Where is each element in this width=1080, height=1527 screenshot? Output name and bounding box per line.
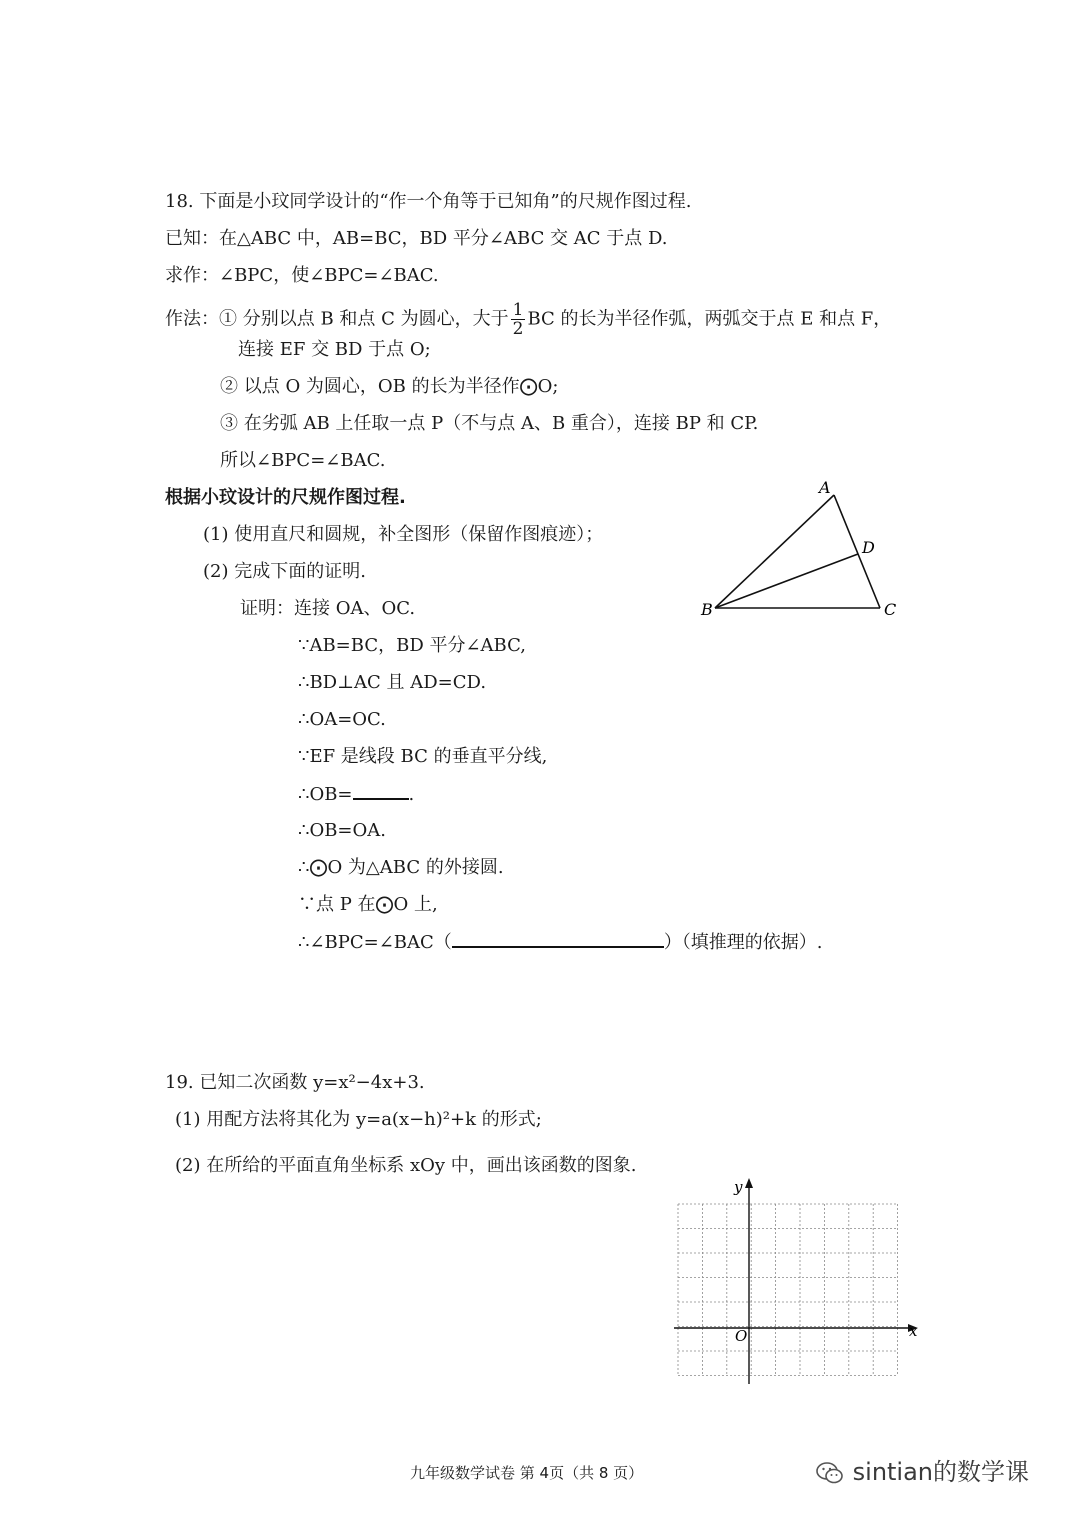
q18-part1: (1) 使用直尺和圆规，补全图形（保留作图痕迹）； — [203, 524, 604, 545]
proof-step-5-dot: . — [408, 784, 415, 805]
q18-require: 求作：∠BPC，使∠BPC=∠BAC. — [165, 265, 439, 286]
q18-according: 根据小玟设计的尺规作图过程. — [165, 487, 406, 508]
q18-title: 18. 下面是小玟同学设计的“作一个角等于已知角”的尺规作图过程. — [165, 191, 692, 212]
proof-step-2: ∴BD⊥AC 且 AD=CD. — [298, 672, 487, 693]
q18-half-fraction — [511, 301, 526, 338]
proof-step-7: ∴⨀O 为△ABC 的外接圆. — [298, 857, 504, 878]
y-axis-arrow — [745, 1178, 753, 1188]
proof-step-6: ∴OB=OA. — [298, 820, 386, 841]
proof-step-9 — [298, 930, 823, 955]
q18-method-line1 — [165, 301, 891, 338]
q18-proof-intro: 证明：连接 OA、OC. — [240, 598, 416, 619]
label-d: D — [862, 538, 875, 557]
y-axis-label: y — [734, 1178, 743, 1196]
coordinate-grid — [660, 1170, 930, 1392]
label-b: B — [701, 600, 713, 619]
proof-step-3: ∴OA=OC. — [298, 709, 386, 730]
fill-blank-reason[interactable] — [452, 930, 664, 948]
q19-title: 19. 已知二次函数 y=x²−4x+3. — [165, 1072, 425, 1093]
q18-method-prefix: 作法：① 分别以点 B 和点 C 为圆心，大于 — [165, 308, 509, 330]
watermark-text: sintian的数学课 — [852, 1458, 1030, 1486]
fraction-numerator: 1 — [512, 300, 524, 320]
fill-blank-ob[interactable] — [353, 782, 409, 800]
label-a: A — [819, 478, 831, 497]
grid-lines — [678, 1204, 898, 1376]
origin-label: O — [735, 1327, 748, 1345]
q18-method-suffix: BC 的长为半径作弧，两弧交于点 E 和点 F， — [527, 308, 892, 330]
q19-part2: (2) 在所给的平面直角坐标系 xOy 中，画出该函数的图象. — [175, 1155, 637, 1176]
proof-step-4: ∵EF 是线段 BC 的垂直平分线, — [298, 746, 548, 767]
side-ba — [715, 495, 834, 608]
q18-known: 已知：在△ABC 中，AB=BC，BD 平分∠ABC 交 AC 于点 D. — [165, 228, 668, 249]
x-axis-label: x — [909, 1322, 918, 1340]
label-c: C — [884, 600, 897, 619]
proof-step-9-prefix: ∴∠BPC=∠BAC（ — [298, 932, 452, 953]
q18-so: 所以∠BPC=∠BAC. — [220, 450, 386, 471]
q18-step3: ③ 在劣弧 AB 上任取一点 P（不与点 A、B 重合），连接 BP 和 CP. — [220, 413, 759, 434]
q18-method-line2: 连接 EF 交 BD 于点 O; — [238, 339, 431, 360]
wechat-icon — [815, 1460, 845, 1486]
triangle-figure — [695, 475, 910, 625]
q19-part1: (1) 用配方法将其化为 y=a(x−h)²+k 的形式; — [175, 1109, 542, 1130]
watermark — [815, 1452, 1029, 1487]
proof-step-5 — [298, 782, 414, 807]
proof-step-5-text: ∴OB= — [298, 784, 353, 805]
proof-step-8: ∵点 P 在⨀O 上, — [298, 894, 438, 915]
segment-bd — [715, 554, 858, 608]
fraction-denominator: 2 — [512, 319, 524, 339]
q18-part2: (2) 完成下面的证明. — [203, 561, 366, 582]
proof-step-1: ∵AB=BC，BD 平分∠ABC, — [298, 635, 526, 656]
proof-step-9-suffix: ）（填推理的依据）. — [663, 932, 823, 953]
page-footer: 九年级数学试卷 第 4页（共 8 页） — [410, 1464, 644, 1482]
q18-step2: ② 以点 O 为圆心，OB 的长为半径作⨀O; — [220, 376, 559, 397]
